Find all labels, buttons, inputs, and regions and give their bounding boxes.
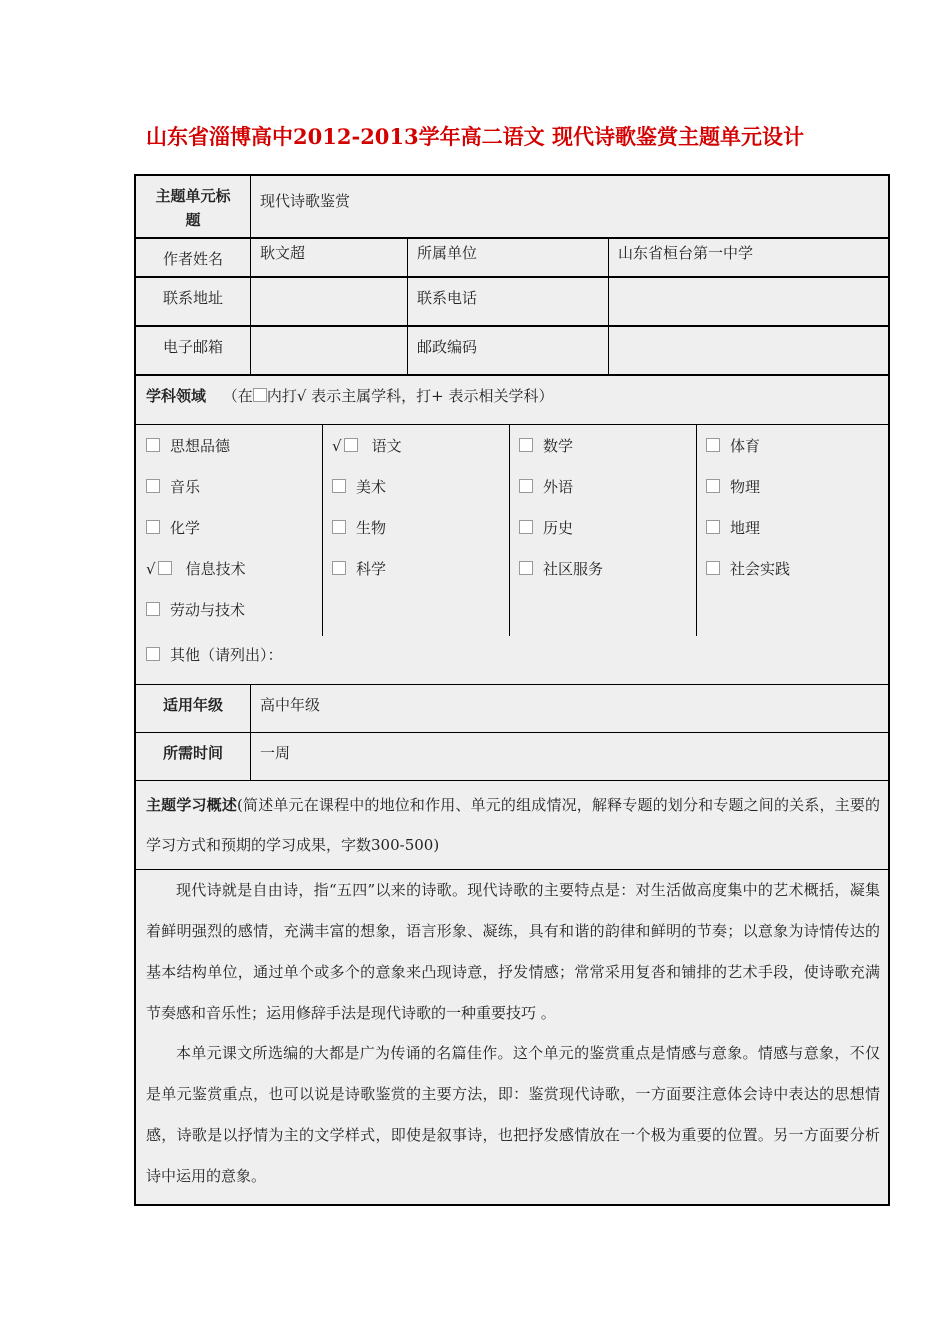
subject-area-header: [136, 376, 888, 425]
email-row: [136, 327, 888, 376]
checkbox-icon[interactable]: [706, 520, 720, 534]
checkbox-icon[interactable]: [146, 479, 160, 493]
grade-value[interactable]: 高中年级: [260, 696, 321, 714]
divider: [407, 278, 408, 325]
subject-label: 科学: [356, 560, 387, 578]
divider: [250, 733, 251, 780]
divider: [250, 278, 251, 325]
subject-other[interactable]: [146, 644, 283, 665]
subject-checkbox[interactable]: [332, 476, 386, 497]
checkbox-icon[interactable]: [519, 520, 533, 534]
subject-area-heading: [146, 376, 553, 424]
subject-checkbox[interactable]: [706, 517, 760, 538]
checkbox-icon[interactable]: [146, 647, 160, 661]
subject-label: 社会实践: [730, 560, 791, 578]
subject-label: 历史: [543, 519, 574, 537]
divider: [322, 425, 323, 636]
subject-checkbox[interactable]: [146, 476, 200, 497]
phone-label: 联系电话: [417, 289, 478, 307]
duration-value[interactable]: 一周: [260, 744, 291, 762]
org-label: 所属单位: [417, 244, 478, 262]
subject-area-hint-after: 内打√ 表示主属学科，打+ 表示相关学科）: [266, 387, 554, 405]
checkbox-icon[interactable]: [519, 479, 533, 493]
subject-label: 美术: [356, 478, 387, 496]
subject-checkbox[interactable]: [519, 558, 603, 579]
checkbox-icon: [253, 388, 267, 402]
subject-checkbox[interactable]: [332, 435, 402, 456]
postal-label: 邮政编码: [417, 338, 478, 356]
subject-label: 音乐: [170, 478, 201, 496]
unit-title-label: 主题单元标题: [155, 187, 231, 229]
checkbox-icon[interactable]: [146, 438, 160, 452]
checkbox-icon[interactable]: [146, 602, 160, 616]
subject-label: 劳动与技术: [170, 601, 246, 619]
checkbox-icon[interactable]: [706, 438, 720, 452]
checkbox-icon[interactable]: [332, 561, 346, 575]
subject-label: 外语: [543, 478, 574, 496]
divider: [250, 239, 251, 276]
subject-label: 思想品德: [170, 437, 231, 455]
subject-area-label: 学科领域: [146, 387, 207, 405]
grade-label: 适用年级: [162, 696, 223, 714]
overview-hint: (简述单元在课程中的地位和作用、单元的组成情况，解释专题的划分和专题之间的关系，主要的学习方式和预期的学习成果，字数300-500): [146, 796, 880, 854]
subject-label: 信息技术: [185, 560, 246, 578]
check-mark-icon: √: [146, 560, 156, 578]
divider: [250, 176, 251, 237]
overview-body[interactable]: [146, 870, 880, 1204]
unit-title-row: [136, 176, 888, 239]
subject-other-label: 其他（请列出）：: [170, 646, 283, 664]
checkbox-icon[interactable]: [332, 520, 346, 534]
checkbox-icon[interactable]: [158, 561, 172, 575]
subject-area-hint-before: （在: [222, 387, 253, 405]
subject-label: 生物: [356, 519, 387, 537]
email-label: 电子邮箱: [162, 338, 223, 356]
subject-label: 体育: [730, 437, 761, 455]
checkbox-icon[interactable]: [332, 479, 346, 493]
divider: [608, 239, 609, 276]
checkbox-icon[interactable]: [706, 479, 720, 493]
subject-checkbox[interactable]: [706, 558, 790, 579]
check-mark-icon: √: [332, 437, 342, 455]
divider: [608, 278, 609, 325]
overview-label: 主题学习概述: [146, 796, 238, 814]
subject-checkbox[interactable]: [146, 435, 230, 456]
subject-label: 数学: [543, 437, 574, 455]
author-row: [136, 239, 888, 278]
divider: [250, 327, 251, 374]
subject-checkbox[interactable]: [146, 517, 200, 538]
divider: [407, 239, 408, 276]
subject-label: 物理: [730, 478, 761, 496]
subject-label: 地理: [730, 519, 761, 537]
subject-checkbox[interactable]: [519, 517, 573, 538]
overview-paragraph: 本单元课文所选编的大都是广为传诵的名篇佳作。这个单元的鉴赏重点是情感与意象。情感与意象，不仅是单元鉴赏重点，也可以说是诗歌鉴赏的主要方法，即：鉴赏现代诗歌，一方面要注意体会诗中表达的思想情感，诗歌是以抒情为主的文学样式，即使是叙事诗，也把抒发感情放在一个极为重要的位置。另一方面要分析诗中运用的意象。: [146, 1044, 880, 1185]
subject-checkbox[interactable]: [519, 435, 573, 456]
checkbox-icon[interactable]: [706, 561, 720, 575]
overview-heading: [146, 781, 880, 869]
subject-checkbox[interactable]: [146, 599, 245, 620]
divider: [509, 425, 510, 636]
subject-label: 社区服务: [543, 560, 604, 578]
grade-row: [136, 685, 888, 733]
subject-label: 语文: [371, 437, 402, 455]
subject-checkbox[interactable]: [332, 558, 386, 579]
overview-paragraph: 现代诗就是自由诗，指“五四”以来的诗歌。现代诗歌的主要特点是：对生活做高度集中的艺术概括，凝集着鲜明强烈的感情，充满丰富的想象，语言形象、凝练，具有和谐的韵律和鲜明的节奏；以意象为诗情传达的基本结构单位，通过单个或多个的意象来凸现诗意，抒发情感；常常采用复沓和铺排的艺术手段，使诗歌充满节奏感和音乐性；运用修辞手法是现代诗歌的一种重要技巧 。: [146, 881, 880, 1022]
checkbox-icon[interactable]: [519, 438, 533, 452]
address-label: 联系地址: [162, 289, 223, 307]
unit-design-form: [134, 174, 890, 1206]
overview-heading-row: [136, 781, 888, 870]
divider: [608, 327, 609, 374]
address-row: [136, 278, 888, 327]
checkbox-icon[interactable]: [344, 438, 358, 452]
subject-checkbox[interactable]: [146, 558, 246, 579]
subject-checkbox[interactable]: [706, 435, 760, 456]
subject-checkbox[interactable]: [332, 517, 386, 538]
subject-checkbox[interactable]: [519, 476, 573, 497]
subject-grid: [136, 425, 888, 685]
author-label: 作者姓名: [162, 250, 223, 268]
duration-label: 所需时间: [162, 744, 223, 762]
org-value[interactable]: 山东省桓台第一中学: [618, 244, 754, 262]
overview-body-row: [136, 870, 888, 1204]
checkbox-icon[interactable]: [146, 520, 160, 534]
subject-checkbox[interactable]: [706, 476, 760, 497]
document-title: 山东省淄博高中2012-2013学年高二语文 现代诗歌鉴赏主题单元设计: [146, 124, 804, 149]
divider: [250, 685, 251, 732]
unit-title-value[interactable]: 现代诗歌鉴赏: [260, 192, 351, 210]
checkbox-icon[interactable]: [519, 561, 533, 575]
duration-row: [136, 733, 888, 781]
author-value[interactable]: 耿文超: [260, 244, 306, 262]
divider: [696, 425, 697, 636]
subject-label: 化学: [170, 519, 201, 537]
divider: [407, 327, 408, 374]
